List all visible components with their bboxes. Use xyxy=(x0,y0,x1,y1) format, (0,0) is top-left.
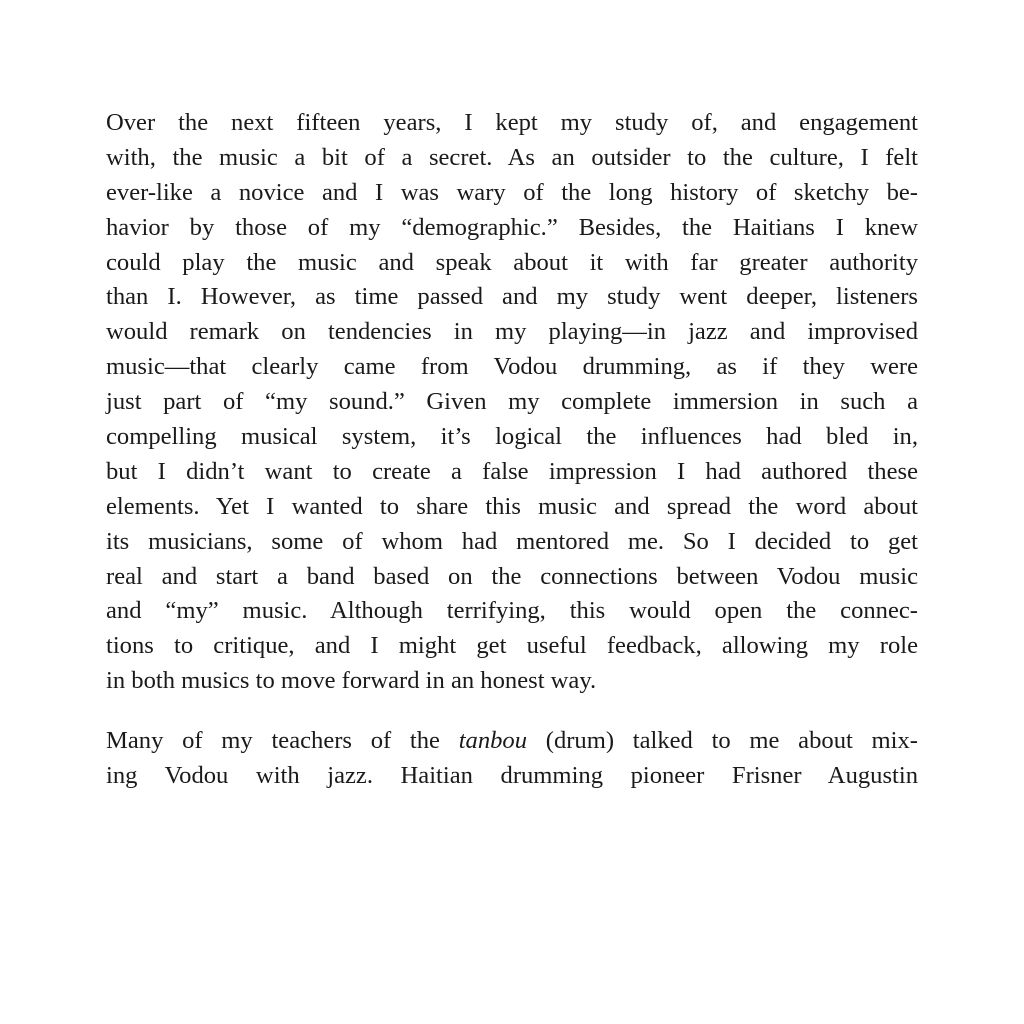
text-line: Over the next fifteen years, I kept my study of, and engagement xyxy=(106,109,918,136)
text-line: havior by those of my “demographic.” Besides, the Haitians I knew xyxy=(106,213,918,241)
text-line: with, the music a bit of a secret. As an outsider to the culture, I felt xyxy=(106,143,918,171)
paragraph-spacing xyxy=(106,699,918,724)
text-line: ever-like a novice and I was wary of the long history of sketchy be- xyxy=(106,178,918,206)
text-line: real and start a band based on the connections between Vodou music xyxy=(106,562,918,590)
text-line: ing Vodou with jazz. Haitian drumming pioneer Frisner Augustin xyxy=(106,761,918,789)
text-line: but I didn’t want to create a false impression I had authored these xyxy=(106,457,918,485)
text-line: than I. However, as time passed and my study went deeper, listeners xyxy=(106,283,918,311)
text-line: compelling musical system, it’s logical the influences had bled in, xyxy=(106,423,918,451)
text-line xyxy=(106,724,918,759)
text-run: Many of my teachers of the xyxy=(106,726,459,754)
text-line: would remark on tendencies in my playing—in jazz and improvised xyxy=(106,318,918,346)
paragraph-2 xyxy=(106,724,918,794)
text-line: elements. Yet I wanted to share this music and spread the word about xyxy=(106,492,918,520)
text-line: its musicians, some of whom had mentored me. So I decided to get xyxy=(106,527,918,555)
italic-term-tanbou: tanbou xyxy=(458,726,528,754)
paragraph-1 xyxy=(106,106,918,699)
text-run: (drum) talked to me about mix- xyxy=(527,726,918,754)
text-line: tions to critique, and I might get useful feedback, allowing my role xyxy=(106,632,918,660)
text-line-last: in both musics to move forward in an honest way. xyxy=(106,667,597,695)
text-line: could play the music and speak about it with far greater authority xyxy=(106,248,918,276)
book-page xyxy=(106,106,918,793)
text-line: just part of “my sound.” Given my complete immersion in such a xyxy=(106,388,918,416)
text-line: music—that clearly came from Vodou drumming, as if they were xyxy=(106,353,918,381)
text-line: and “my” music. Although terrifying, this would open the connec- xyxy=(106,597,918,625)
